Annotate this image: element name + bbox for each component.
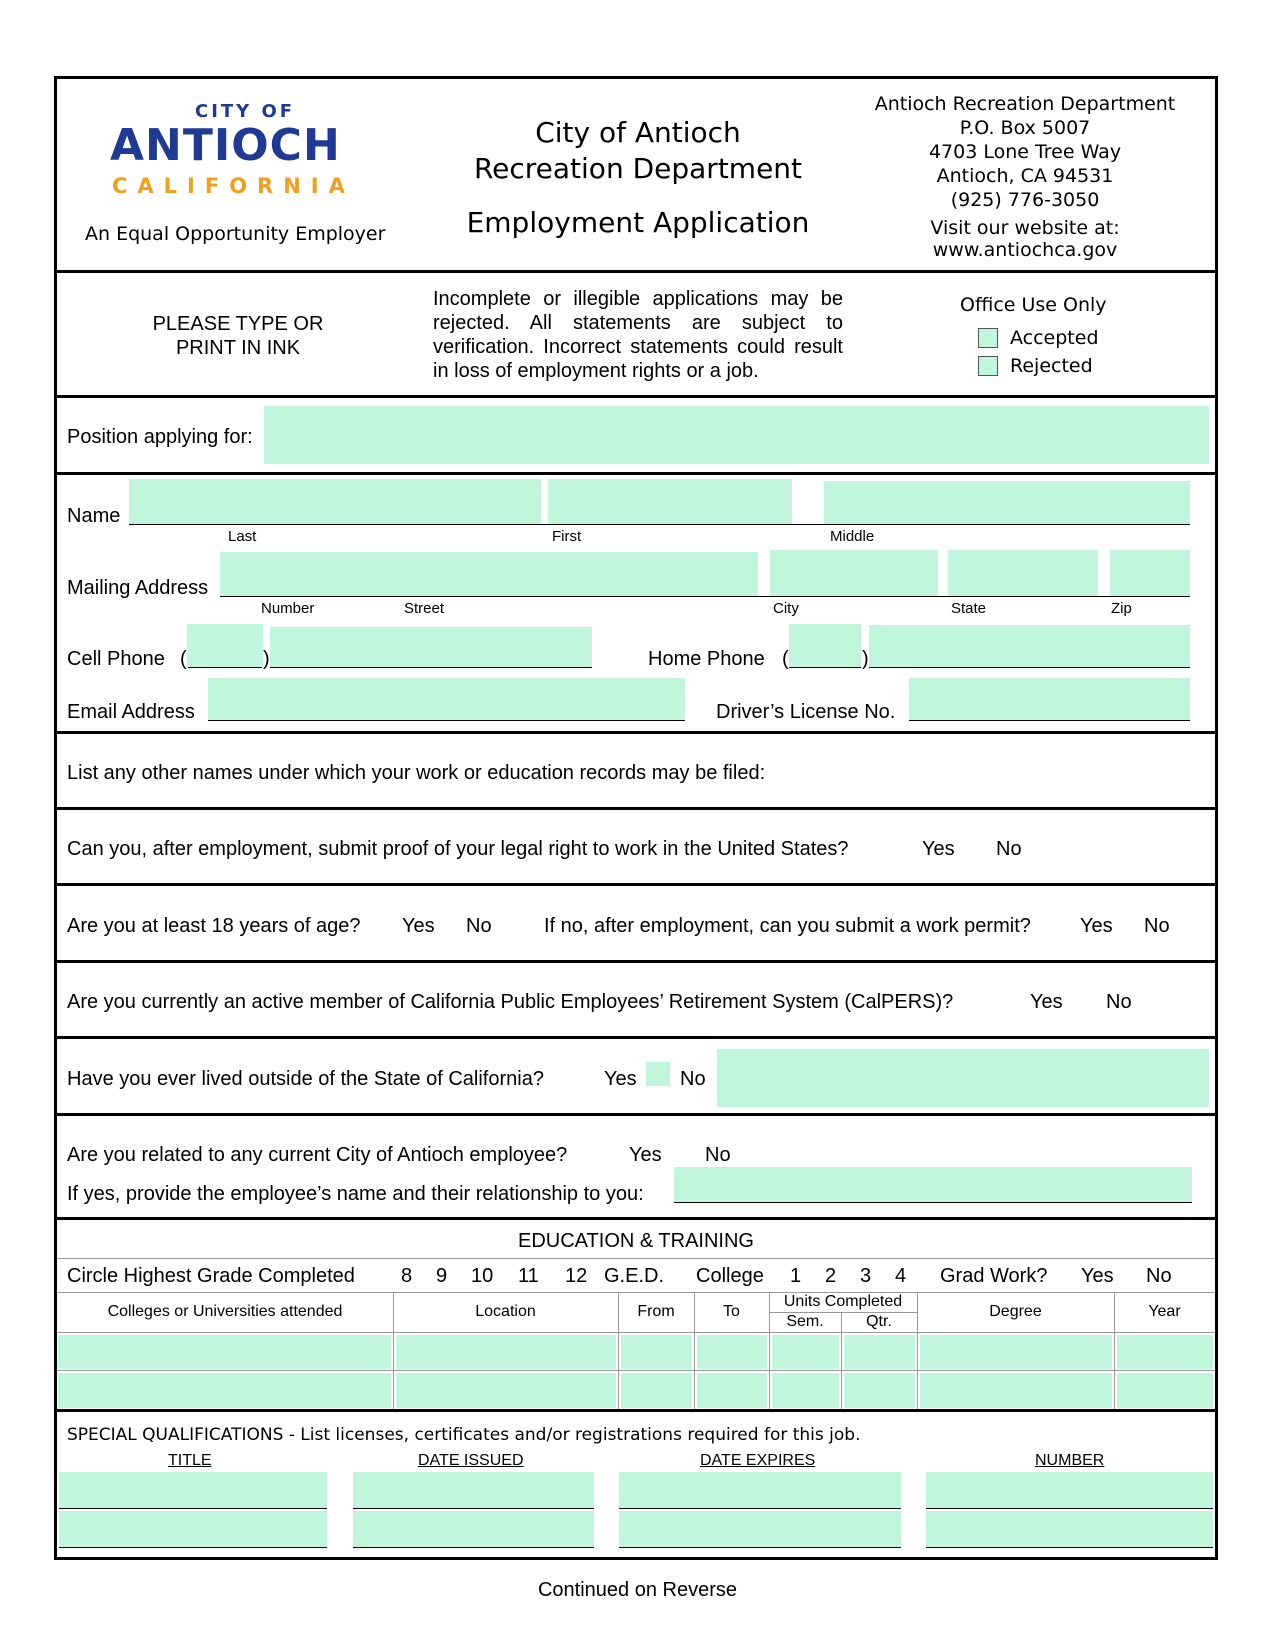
grade-11[interactable]: 11 bbox=[518, 1265, 539, 1287]
number-col-header: NUMBER bbox=[1035, 1452, 1105, 1469]
title-line1: City of Antioch bbox=[535, 116, 741, 149]
mailing-underline bbox=[220, 596, 1190, 597]
warning-text: Incomplete or illegible applications may be rejected. All statements are subject to verification. Incorrect statements could result in loss of employment rights or a job. bbox=[433, 288, 843, 382]
qtr-input-2[interactable] bbox=[844, 1373, 915, 1408]
location-input-2[interactable] bbox=[396, 1373, 616, 1408]
qual-underline-1 bbox=[619, 1508, 901, 1509]
grade-8[interactable]: 8 bbox=[401, 1265, 413, 1287]
position-label: Position applying for: bbox=[67, 426, 253, 448]
date-expires-col-header: DATE EXPIRES bbox=[700, 1452, 816, 1469]
license-label: Driver’s License No. bbox=[716, 701, 896, 723]
grade-ged[interactable]: G.E.D. bbox=[604, 1265, 665, 1287]
sem-input-2[interactable] bbox=[772, 1373, 839, 1408]
education-table bbox=[57, 1292, 1215, 1409]
qual-underline-2 bbox=[353, 1547, 594, 1548]
age-question: Are you at least 18 years of age? bbox=[67, 915, 361, 937]
qual-title-input-2[interactable] bbox=[59, 1511, 327, 1547]
calpers-no[interactable]: No bbox=[1106, 991, 1132, 1013]
other-names-question: List any other names under which your work or education records may be filed: bbox=[67, 762, 766, 784]
to-input-1[interactable] bbox=[697, 1335, 767, 1369]
college-year-2[interactable]: 2 bbox=[825, 1265, 837, 1287]
cell-phone-label: Cell Phone bbox=[67, 648, 165, 670]
office-use-label: Office Use Only bbox=[960, 294, 1107, 316]
logo-california: CALIFORNIA bbox=[112, 174, 355, 198]
table-top-border bbox=[57, 1292, 1215, 1293]
accepted-checkbox[interactable] bbox=[978, 328, 998, 348]
license-underline bbox=[909, 720, 1190, 721]
college-label: College bbox=[696, 1265, 764, 1287]
addr-phone: (925) 776-3050 bbox=[950, 189, 1100, 211]
last-caption: Last bbox=[228, 528, 257, 545]
circle-grade-label: Circle Highest Grade Completed bbox=[67, 1265, 355, 1287]
grad-work-yes[interactable]: Yes bbox=[1081, 1265, 1114, 1287]
divider bbox=[54, 960, 1218, 963]
lived-outside-checkbox[interactable] bbox=[646, 1062, 670, 1086]
grad-work-no[interactable]: No bbox=[1146, 1265, 1172, 1287]
lived-outside-question: Have you ever lived outside of the State of California? bbox=[67, 1068, 544, 1090]
cell-paren-open: ( bbox=[180, 648, 187, 670]
home-phone-label: Home Phone bbox=[648, 648, 765, 670]
title-line2: Recreation Department bbox=[473, 152, 803, 185]
work-permit-no[interactable]: No bbox=[1144, 915, 1170, 937]
divider bbox=[54, 731, 1218, 734]
divider bbox=[57, 1258, 1215, 1259]
col-units: Units Completed bbox=[783, 1293, 903, 1310]
divider bbox=[54, 395, 1218, 398]
state-caption: State bbox=[951, 600, 987, 617]
related-yes[interactable]: Yes bbox=[629, 1144, 662, 1166]
college-name-input-1[interactable] bbox=[58, 1335, 391, 1369]
grade-9[interactable]: 9 bbox=[436, 1265, 448, 1287]
col-from: From bbox=[637, 1303, 675, 1320]
logo-antioch: ANTIOCH bbox=[110, 120, 341, 171]
addr-dept: Antioch Recreation Department bbox=[874, 93, 1176, 115]
qual-expires-input-1[interactable] bbox=[619, 1472, 901, 1508]
special-heading: SPECIAL QUALIFICATIONS - List licenses, certificates and/or registrations required for this job. bbox=[67, 1425, 861, 1445]
addr-street: 4703 Lone Tree Way bbox=[928, 141, 1122, 163]
qual-number-input-2[interactable] bbox=[926, 1511, 1213, 1547]
work-permit-question: If no, after employment, can you submit a work permit? bbox=[544, 915, 1031, 937]
calpers-yes[interactable]: Yes bbox=[1030, 991, 1063, 1013]
qual-underline-1 bbox=[353, 1508, 594, 1509]
zip-input[interactable] bbox=[1110, 550, 1190, 596]
name-underline bbox=[129, 524, 1190, 525]
zip-caption: Zip bbox=[1111, 600, 1132, 617]
qual-underline-2 bbox=[926, 1547, 1213, 1548]
related-question: Are you related to any current City of Antioch employee? bbox=[67, 1144, 568, 1166]
legal-right-yes[interactable]: Yes bbox=[922, 838, 955, 860]
cell-area-code-input[interactable] bbox=[187, 624, 263, 667]
middle-caption: Middle bbox=[830, 528, 875, 545]
to-input-2[interactable] bbox=[697, 1373, 767, 1408]
cell-paren-close: ) bbox=[263, 648, 270, 670]
addr-website: www.antiochca.gov bbox=[932, 239, 1118, 261]
name-label: Name bbox=[67, 505, 121, 527]
col-degree: Degree bbox=[989, 1303, 1042, 1320]
col-location: Location bbox=[475, 1303, 536, 1320]
qual-issued-input-2[interactable] bbox=[353, 1511, 594, 1547]
date-issued-col-header: DATE ISSUED bbox=[418, 1452, 524, 1469]
last-name-input[interactable] bbox=[129, 479, 541, 524]
college-year-1[interactable]: 1 bbox=[790, 1265, 802, 1287]
street-caption: Street bbox=[404, 600, 445, 617]
city-logo bbox=[110, 100, 380, 200]
cell-area-underline bbox=[188, 667, 262, 668]
type-notice-1: PLEASE TYPE OR bbox=[152, 313, 324, 335]
type-notice-2: PRINT IN INK bbox=[175, 337, 301, 359]
divider bbox=[54, 472, 1218, 475]
state-input[interactable] bbox=[948, 550, 1098, 596]
email-label: Email Address bbox=[67, 701, 195, 723]
qual-underline-1 bbox=[926, 1508, 1213, 1509]
col-year: Year bbox=[1148, 1303, 1181, 1320]
tagline: An Equal Opportunity Employer bbox=[85, 223, 386, 245]
qual-underline-2 bbox=[59, 1547, 327, 1548]
related-detail-input[interactable] bbox=[674, 1167, 1192, 1202]
city-caption: City bbox=[773, 600, 799, 617]
year-input-2[interactable] bbox=[1117, 1373, 1213, 1408]
related-detail-underline bbox=[674, 1202, 1192, 1203]
divider bbox=[54, 1113, 1218, 1116]
divider bbox=[54, 1217, 1218, 1220]
qual-expires-input-2[interactable] bbox=[619, 1511, 901, 1547]
grade-12[interactable]: 12 bbox=[565, 1265, 588, 1287]
lived-outside-yes[interactable]: Yes bbox=[604, 1068, 637, 1090]
college-year-3[interactable]: 3 bbox=[860, 1265, 872, 1287]
col-qtr: Qtr. bbox=[866, 1313, 892, 1330]
divider bbox=[54, 807, 1218, 810]
title-col-header: TITLE bbox=[168, 1452, 212, 1469]
addr-city: Antioch, CA 94531 bbox=[936, 165, 1114, 187]
degree-input-1[interactable] bbox=[920, 1335, 1112, 1369]
degree-input-2[interactable] bbox=[920, 1373, 1112, 1408]
mailing-label: Mailing Address bbox=[67, 577, 209, 599]
qtr-input-1[interactable] bbox=[844, 1335, 915, 1369]
col-sem: Sem. bbox=[786, 1313, 824, 1330]
education-heading: EDUCATION & TRAINING bbox=[518, 1230, 754, 1252]
email-underline bbox=[208, 720, 685, 721]
age-no[interactable]: No bbox=[466, 915, 492, 937]
divider bbox=[54, 1036, 1218, 1039]
table-header-border bbox=[57, 1332, 1215, 1333]
qual-issued-input-1[interactable] bbox=[353, 1472, 594, 1508]
lived-outside-details-input[interactable] bbox=[717, 1049, 1209, 1107]
form-title: Employment Application bbox=[466, 206, 810, 239]
work-permit-yes[interactable]: Yes bbox=[1080, 915, 1113, 937]
lived-outside-no[interactable]: No bbox=[680, 1068, 706, 1090]
legal-right-question: Can you, after employment, submit proof of your legal right to work in the United States? bbox=[67, 838, 849, 860]
col-to: To bbox=[723, 1303, 740, 1320]
number-caption: Number bbox=[261, 600, 315, 617]
col-colleges: Colleges or Universities attended bbox=[107, 1303, 343, 1320]
divider bbox=[54, 883, 1218, 886]
location-input-1[interactable] bbox=[396, 1335, 616, 1369]
from-input-2[interactable] bbox=[621, 1373, 692, 1408]
qual-underline-2 bbox=[619, 1547, 901, 1548]
qual-number-input-1[interactable] bbox=[926, 1472, 1213, 1508]
email-input[interactable] bbox=[208, 678, 685, 720]
logo-city-of: CITY OF bbox=[195, 101, 296, 122]
college-name-input-2[interactable] bbox=[58, 1373, 391, 1408]
rejected-label: Rejected bbox=[1010, 355, 1093, 377]
addr-po-box: P.O. Box 5007 bbox=[959, 117, 1091, 139]
home-number-underline bbox=[869, 667, 1190, 668]
year-input-1[interactable] bbox=[1117, 1335, 1213, 1369]
related-detail-label: If yes, provide the employee’s name and their relationship to you: bbox=[67, 1183, 644, 1205]
qual-underline-1 bbox=[59, 1508, 327, 1509]
first-caption: First bbox=[552, 528, 582, 545]
table-row-border bbox=[57, 1370, 1215, 1371]
middle-name-input[interactable] bbox=[824, 481, 1190, 524]
legal-right-no[interactable]: No bbox=[996, 838, 1022, 860]
home-area-code-input[interactable] bbox=[789, 624, 861, 667]
age-yes[interactable]: Yes bbox=[402, 915, 435, 937]
home-number-input[interactable] bbox=[869, 625, 1190, 667]
accepted-label: Accepted bbox=[1010, 327, 1099, 349]
position-input[interactable] bbox=[264, 406, 1209, 464]
home-area-underline bbox=[789, 667, 861, 668]
divider bbox=[54, 270, 1218, 273]
addr-visit: Visit our website at: bbox=[930, 217, 1120, 239]
street-address-input[interactable] bbox=[220, 552, 758, 596]
grad-work-label: Grad Work? bbox=[940, 1265, 1048, 1287]
college-year-4[interactable]: 4 bbox=[895, 1265, 907, 1287]
from-input-1[interactable] bbox=[621, 1335, 692, 1369]
home-paren-open: ( bbox=[782, 648, 789, 670]
cell-number-input[interactable] bbox=[270, 627, 592, 667]
sem-input-1[interactable] bbox=[772, 1335, 839, 1369]
home-paren-close: ) bbox=[862, 648, 869, 670]
city-input[interactable] bbox=[770, 550, 938, 596]
cell-number-underline bbox=[270, 667, 592, 668]
license-input[interactable] bbox=[909, 678, 1190, 720]
grade-10[interactable]: 10 bbox=[471, 1265, 494, 1287]
rejected-checkbox[interactable] bbox=[978, 356, 998, 376]
calpers-question: Are you currently an active member of California Public Employees’ Retirement System (CalPERS)? bbox=[67, 991, 954, 1013]
first-name-input[interactable] bbox=[548, 479, 792, 524]
related-no[interactable]: No bbox=[705, 1144, 731, 1166]
continued-footer: Continued on Reverse bbox=[537, 1579, 737, 1601]
qual-title-input-1[interactable] bbox=[59, 1472, 327, 1508]
divider bbox=[54, 1409, 1218, 1412]
